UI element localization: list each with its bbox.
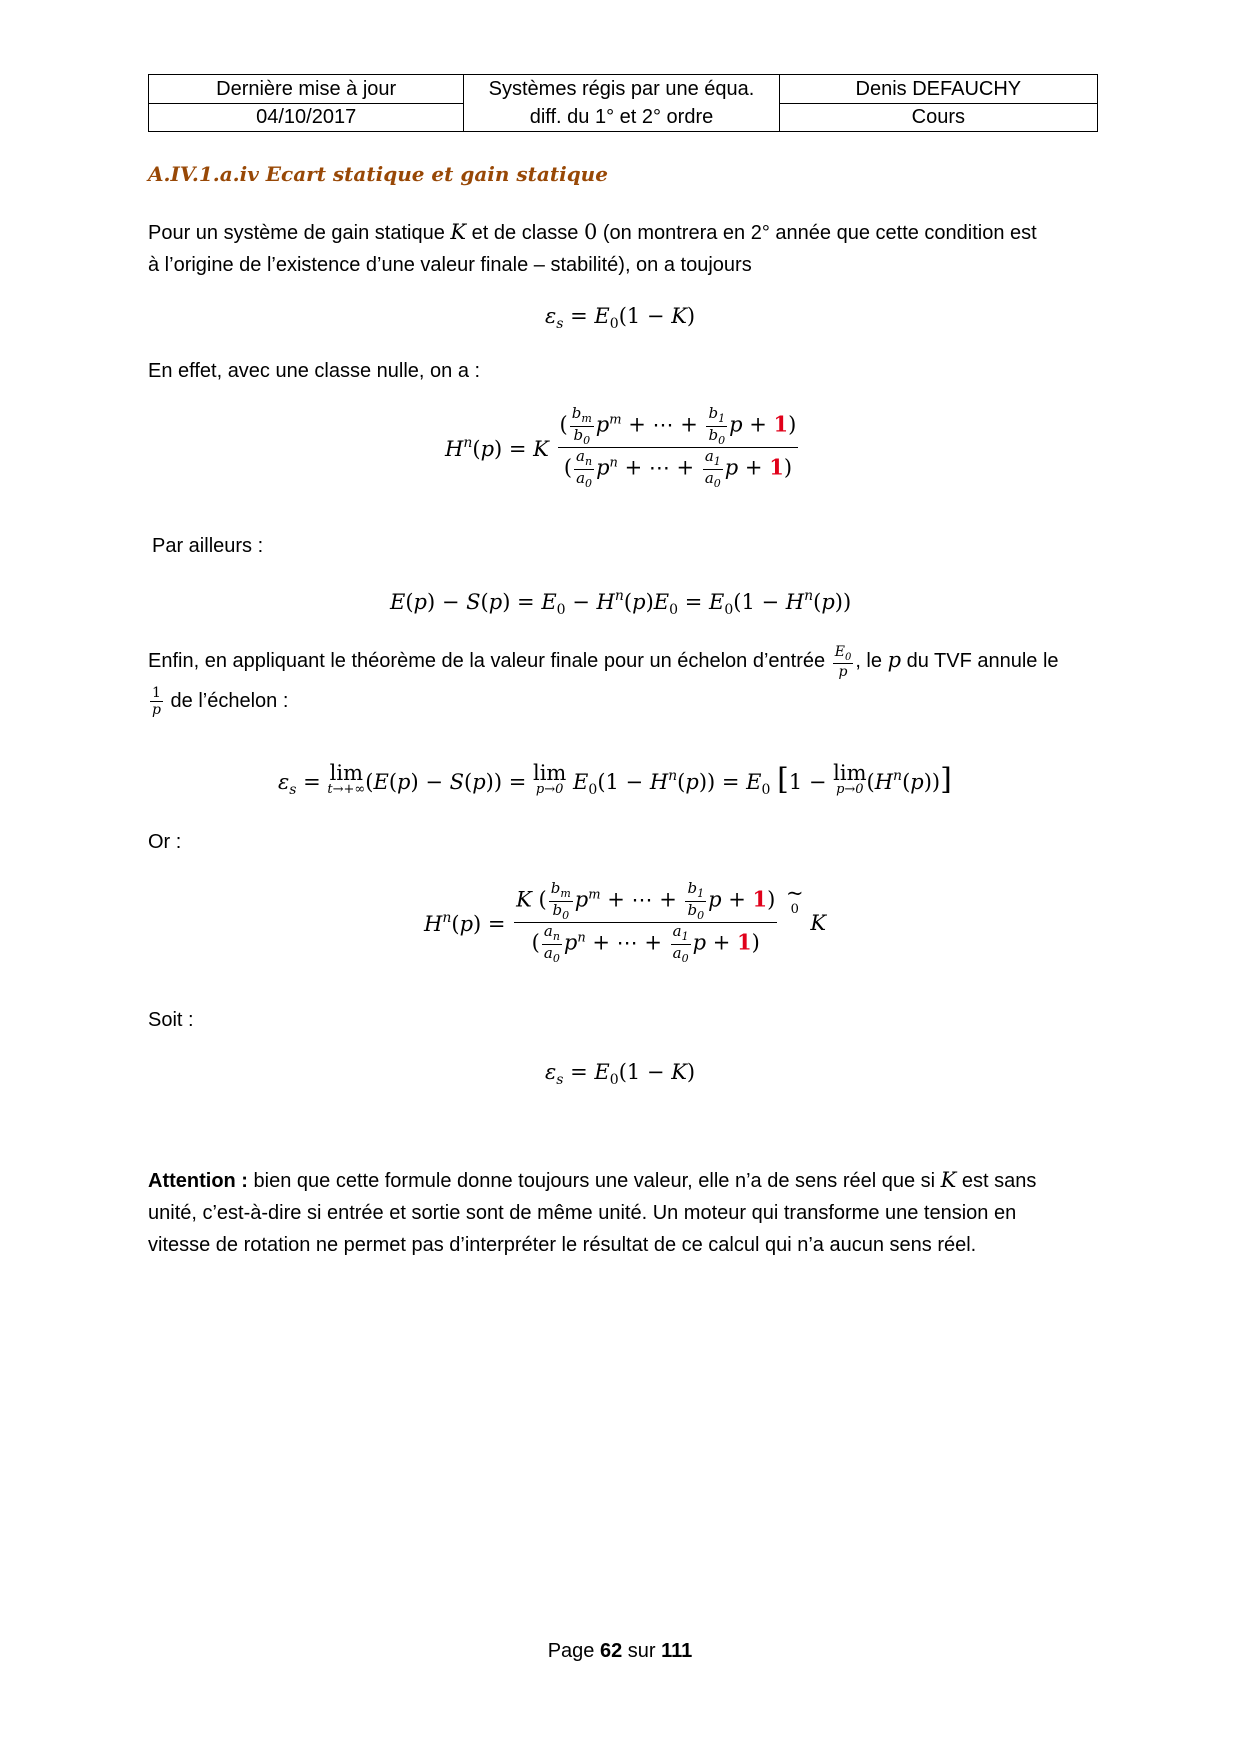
attention-text-3: unité, c’est-à-dire si entrée et sortie sont de même unité. Un moteur qui transforme une tension en xyxy=(148,1202,1017,1224)
author: Denis DEFAUCHY xyxy=(779,75,1097,104)
attention-text-4: vitesse de rotation ne permet pas d’interpréter le résultat de ce calcul qui n’a aucun sens réel. xyxy=(148,1234,977,1256)
footer-page-label: Page xyxy=(547,1640,600,1662)
doc-type: Cours xyxy=(779,103,1097,132)
equation-transfer-equivalent: $H^n(p)$ = K ( $\frac{b_m}{b_0}$ $p^m$ + ⋯ + $\frac{b_1}{b_0}$ p + 1) ( $\frac{a_n}{a_0}$ $p^n$ + ⋯ + $\frac{a_1}{a_0}$ p + 1) ~ 0 K xyxy=(424,879,827,965)
intro-text-4: à l’origine de l’existence d’une valeur finale – stabilité), on a toujours xyxy=(148,254,752,276)
en-effet-text: En effet, avec une classe nulle, on a : xyxy=(148,360,481,382)
var-p: p xyxy=(887,648,902,672)
page-footer xyxy=(0,1640,1240,1663)
total-pages: 111 xyxy=(661,1640,693,1662)
intro-text-1: Pour un système de gain statique xyxy=(148,222,451,244)
page-number: 62 xyxy=(599,1640,623,1662)
par-ailleurs-text: Par ailleurs : xyxy=(152,535,264,557)
transfer-fraction: ( $\frac{b_m}{b_0}$ $p^m$ + ⋯ + $\frac{b_1}{b_0}$ p + 1) ( $\frac{a_n}{a_0}$ $p^n$ + ⋯ + $\frac{a_1}{a_0}$ p + 1) xyxy=(559,404,797,490)
enfin-text-4: de l’échelon : xyxy=(164,690,289,712)
intro-text-3: (on montrera en 2° année que cette condition est xyxy=(597,222,1037,244)
last-update-label: Dernière mise à jour xyxy=(149,75,464,104)
equation-static-error: $\varepsilon_s = E_0(1 - K)$ xyxy=(545,304,696,332)
transfer-fraction-2: K ( $\frac{b_m}{b_0}$ $p^m$ + ⋯ + $\frac{b_1}{b_0}$ p + 1) ( $\frac{a_n}{a_0}$ $p^n$ + ⋯ + $\frac{a_1}{a_0}$ p + 1) xyxy=(516,879,776,965)
subject-cell xyxy=(464,75,779,132)
one-over-p-fraction: $\frac{1}{p}$ xyxy=(152,685,161,719)
class-value: 0 xyxy=(583,220,598,244)
equation-final-value-theorem: $\varepsilon_s$ = lim t→+∞ (E(p) − S(p)) = lim p→0 $E_0(1 - H^n(p)) = E_0$ [1 − lim p→0 $(H^n(p))$] xyxy=(278,761,952,798)
footer-sur-label: sur xyxy=(622,1640,662,1662)
attention-label: Attention : xyxy=(148,1170,248,1192)
enfin-text-1: Enfin, en appliquant le théorème de la valeur finale pour un échelon d’entrée xyxy=(148,650,831,672)
attention-text-1: bien que cette formule donne toujours une valeur, elle n’a de sens réel que si xyxy=(247,1170,941,1192)
step-fraction: $\frac{E_0}{p}$ xyxy=(834,643,852,680)
soit-text: Soit : xyxy=(148,1009,194,1031)
subject-line-1: Systèmes régis par une équa. xyxy=(488,78,755,100)
enfin-text-3: du TVF annule le xyxy=(901,650,1059,672)
or-text: Or : xyxy=(148,831,182,853)
var-K-attention: K xyxy=(940,1168,957,1192)
header-table xyxy=(148,74,1098,132)
update-date: 04/10/2017 xyxy=(149,103,464,132)
attention-text-2: est sans xyxy=(956,1170,1037,1192)
subject-line-2: diff. du 1° et 2° ordre xyxy=(529,106,714,128)
intro-paragraph xyxy=(148,216,1098,281)
var-K: K xyxy=(450,220,467,244)
intro-text-2: et de classe xyxy=(466,222,584,244)
equation-error-difference: $E(p) - S(p) = E_0 - H^n(p)E_0 = E_0(1 - H^n(p))$ xyxy=(390,588,852,618)
equation-static-error-result: $\varepsilon_s = E_0(1 - K)$ xyxy=(545,1060,696,1088)
enfin-paragraph xyxy=(148,640,1098,721)
attention-paragraph xyxy=(148,1164,1098,1261)
enfin-text-2: , le xyxy=(855,650,888,672)
section-title: A.IV.1.a.iv Ecart statique et gain statique xyxy=(148,162,608,186)
equation-transfer-function: $H^n(p) = K$ ( $\frac{b_m}{b_0}$ $p^m$ + ⋯ + $\frac{b_1}{b_0}$ p + 1) ( $\frac{a_n}{a_0}$ $p^n$ + ⋯ + $\frac{a_1}{a_0}$ p + 1) xyxy=(445,404,797,490)
